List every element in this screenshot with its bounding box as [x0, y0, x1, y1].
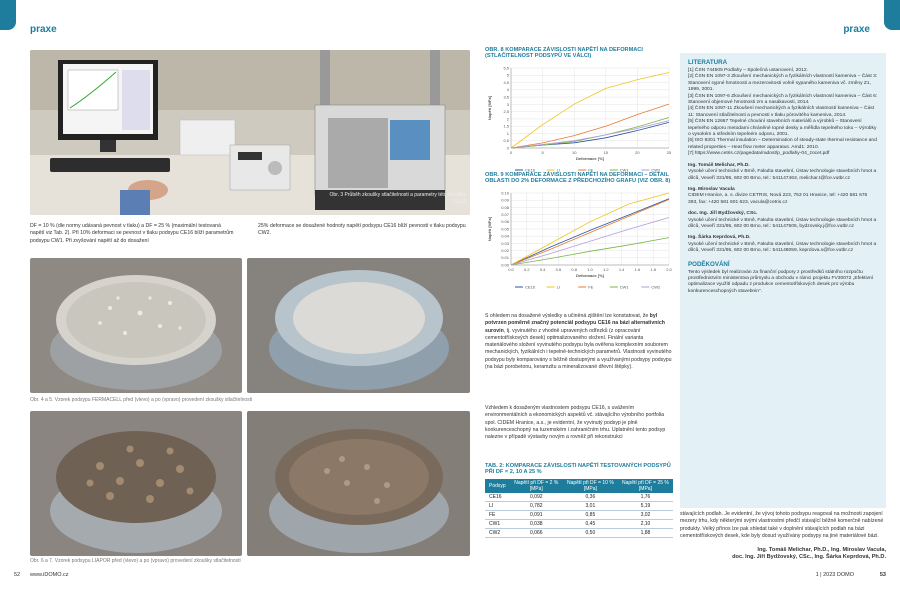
table-header: Napětí při DF = 2 % [MPa]	[510, 479, 563, 493]
comparison-table	[485, 479, 673, 538]
page-corner-tab-right	[884, 0, 900, 30]
reference-item: [5] ČSN EN 12667 Tepelné chování stavebních materiálů a výrobků – Stanovení tepelného odporu metodami chráněné topné desky a měřidla tepelného toku – Výrobky o vysokém a středním tepelném odporu, 2001.	[688, 119, 877, 138]
x-tick-label: 2.0	[666, 266, 672, 272]
table-cell: FE	[489, 511, 496, 518]
author-block	[688, 163, 878, 182]
chart-9	[485, 172, 675, 300]
legend-label: LI	[556, 284, 560, 290]
y-tick-label: 0.01	[501, 255, 509, 261]
table-cell: 0,038	[530, 520, 543, 527]
table-cell: 0,50	[585, 529, 596, 536]
section-label-left: praxe	[30, 24, 57, 35]
y-tick-label: 0.06	[501, 219, 509, 225]
author-name: Ing. Tomáš Melichar, Ph.D.	[688, 162, 750, 168]
author-name: Ing. Miroslav Vacula	[688, 186, 735, 192]
chart-8	[485, 47, 675, 183]
y-tick-label: 0.08	[501, 204, 509, 210]
y-tick-label: 4,5	[503, 79, 509, 85]
x-tick-label: 20	[635, 149, 640, 155]
reference-item: [3] ČSN EN 1097-6 Zkoušení mechanických a fyzikálních vlastností kameniva – Část 6: Stanovení objemové hmotnosti zrn a nasákavosti, 2014.	[688, 93, 878, 106]
chart-8-plot	[485, 60, 675, 178]
left-paragraph-col2: 25% deformace se dosažené hodnoty napětí podsypu CE16 blíží pevnosti v tlaku podsypu CW2.	[258, 223, 466, 237]
x-tick-label: 25	[666, 149, 672, 155]
table-cell: 2,10	[640, 520, 651, 527]
author-block	[688, 235, 878, 254]
table-2-title: TAB. 2: KOMPARACE ZÁVISLOSTI NAPĚTÍ TESTOVANÝCH PODSYPŮ PŘI DF = 2, 10 A 25 %	[485, 463, 671, 476]
x-tick-label: 1.4	[618, 266, 625, 272]
chart-8-title: OBR. 8 KOMPARACE ZÁVISLOSTI NAPĚTÍ NA DEFORMACI (STLAČITELNOST PODSYPŮ VE VÁLCI)	[485, 47, 643, 60]
fermacell-before-photo	[30, 258, 242, 393]
author-block	[688, 211, 878, 230]
body-p1-bold: byl potvrzen poměrně značný potenciál podsypu CE16 na bázi alternativních surovin	[485, 313, 665, 334]
y-tick-label: 0.07	[501, 211, 509, 217]
table-cell: 1,88	[640, 529, 651, 536]
table-cell: 0,091	[530, 511, 543, 518]
y-axis-label: Napětí [MPa]	[487, 216, 492, 241]
left-paragraph-col1: DF = 10 % (dle normy udávaná pevnost v tlaku) a DF = 25 % (maximální testovaná napětí viz Tab. 2). Při 10% deformaci se pevnost v tlaku podsypu CE16 blíží parametrům podsypu CW1. Při zvyšování napětí až do dosažení	[30, 223, 234, 244]
y-tick-label: 1,5	[503, 123, 509, 129]
x-axis-label: Deformace [%]	[575, 155, 605, 161]
reference-item: [4] ČSN EN 1097-11 Zkoušení mechanických a fyzikálních vlastností kameniva – Část 11: Stanovení stlačitelnosti a pevnosti v tlaku pórovitého kameniva, 2014.	[688, 106, 875, 118]
y-tick-label: 0.04	[501, 233, 509, 239]
x-tick-label: 0.8	[571, 266, 577, 272]
issue-footer: 1 | 2023 DOMO	[815, 572, 854, 578]
photos-6-7-caption: Obr. 6 a 7. Vzorek podsypu LIAPOR před (vlevo) a po (vpravo) provedení zkoušky stlačitelnosti	[30, 558, 241, 564]
table-row	[485, 510, 673, 519]
y-tick-label: 0.05	[501, 226, 509, 232]
thanks-title: PODĚKOVÁNÍ	[688, 260, 730, 268]
table-cell: CW2	[489, 529, 501, 536]
signature-line-1: Ing. Tomáš Melichar, Ph.D., Ing. Miroslav Vacula,	[757, 547, 886, 553]
y-tick-label: 4	[506, 87, 509, 93]
fermacell-after-photo	[247, 258, 470, 393]
right-bottom-paragraph: stávajících podlah. Je evidentní, že vývoj tohoto podsypu reagoval na možnosti zapojení mezery trhu, kdy některými svými vlastnostmi předčí stávající běžně komerčně nabízené produkty. Velký přínos lze pak shledat také v doplnění stávajících podlah na bázi cementotřískových desek, kde byly dosud využívány podsypy na jiné materiálové bázi.	[680, 511, 884, 539]
reference-item: [7] https://www.cetris.cz/pagedata/radost/p_podlahy-04_zocet.pdf	[688, 151, 830, 157]
y-tick-label: 5,5	[503, 65, 509, 71]
x-tick-label: 0.2	[524, 266, 530, 272]
legend-label: FE	[588, 167, 594, 173]
author-contact: Vysoké učení technické v Brně, Fakulta stavební, Ústav technologie stavebních hmot a dílců, Veveří 331/95, 602 00 Brno, tel.: 541147505, bydzovsky.j@fce.vutbr.cz	[688, 217, 877, 229]
x-tick-label: 1.8	[650, 266, 656, 272]
table-cell: CE16	[489, 493, 502, 500]
right-body-paragraph-1	[485, 313, 673, 371]
legend-label: CW1	[619, 284, 629, 290]
table-cell: 1,76	[640, 493, 651, 500]
x-tick-label: 1.6	[634, 266, 641, 272]
author-signature	[680, 547, 886, 562]
table-cell: 0,36	[585, 493, 596, 500]
photos-4-5-caption: Obr. 4 a 5. Vzorek podsypu FERMACELL před (vlevo) a po (vpravo) provedení zkoušky stlačitelnosti	[30, 397, 253, 403]
x-tick-label: 1.0	[587, 266, 593, 272]
table-cell: 0,092	[530, 493, 543, 500]
legend-label: CW1	[619, 167, 629, 173]
reference-item: [1] ČSN 744505 Podlahy – Společná ustanovení, 2012.	[688, 68, 808, 73]
y-axis-label: Napětí [MPa]	[487, 95, 492, 120]
body-p1-lead: S ohledem na dosažené výsledky a učiněná zjištění lze konstatovat, že	[485, 313, 650, 319]
author-name: Ing. Šárka Keprdová, Ph.D.	[688, 235, 751, 241]
y-tick-label: 3	[506, 101, 509, 107]
y-tick-label: 0,5	[503, 137, 509, 143]
author-contact: Vysoké učení technické v Brně, Fakulta stavební, Ústav technologie stavebních hmot a dílců, Veveří 331/95, 602 00 Brno, tel.: 541147463, melichar.t@fce.vutbr.cz	[688, 169, 877, 181]
table-row	[485, 519, 673, 528]
signature-line-2: doc. Ing. Jiří Bydžovský, CSc., Ing. Šárka Keprdová, Ph.D.	[732, 554, 886, 561]
liapor-before-photo	[30, 411, 242, 556]
photo-3-caption: Obr. 3 Průběh zkoušky stlačitelnosti a parametry této zkoušky CE16	[329, 192, 466, 205]
references-title: LITERATURA	[688, 59, 728, 66]
x-tick-label: 1.2	[603, 266, 609, 272]
table-row	[485, 493, 673, 502]
y-tick-label: 0.00	[501, 262, 509, 268]
x-axis-label: Deformace [%]	[575, 272, 605, 278]
y-tick-label: 5	[506, 72, 509, 78]
y-tick-label: 0	[506, 145, 509, 151]
y-tick-label: 0.02	[501, 247, 509, 253]
lab-test-photo	[30, 50, 470, 215]
legend-label: CE16	[525, 284, 536, 290]
x-tick-label: 15	[603, 149, 609, 155]
page-number-left: 52	[14, 572, 21, 578]
x-tick-label: 5	[541, 149, 544, 155]
legend-label: LI	[556, 167, 560, 173]
table-2	[485, 463, 673, 538]
thanks-text: Tento výsledek byl realizován za finanční podpory z prostředků státního rozpočtu prostřednictvím ministerstva průmyslu a obchodu v rámci projektu FV30072 „Efektivní optimalizace využití odpadu z produkce cementotřískových desek pro výrobu konkurenceschopných stavebnin“.	[688, 269, 874, 294]
reference-item: [2] ČSN EN 1097-3 Zkoušení mechanických a fyzikálních vlastností kameniva – Část 3: Stanovení sypné hmotnosti a mezerovitosti volně sypaného kameniva vč. změny Z1, 1999, 2001.	[688, 74, 878, 93]
x-tick-label: 10	[571, 149, 577, 155]
references-list	[688, 68, 878, 158]
liapor-after-photo	[247, 411, 470, 556]
y-tick-label: 0.03	[501, 240, 509, 246]
x-tick-label: 0.6	[555, 266, 562, 272]
table-cell: 0,782	[530, 502, 543, 509]
table-cell: 0,066	[530, 529, 543, 536]
legend-label: CE16	[525, 167, 536, 173]
table-row	[485, 501, 673, 510]
table-header: Napětí při DF = 10 % [MPa]	[563, 479, 618, 493]
author-contact: Vysoké učení technické v Brně, Fakulta stavební, Ústav technologie stavebních hmot a dílců, Veveří 331/95, 602 00 Brno, tel.: 541148059, keprdova.s@fce.vutbr.cz	[688, 241, 877, 254]
website-footer[interactable]: www.iDOMO.cz	[30, 572, 69, 578]
series-line-cw1	[511, 117, 669, 148]
table-cell: 0,85	[585, 511, 596, 518]
table-cell: 5,19	[640, 502, 651, 509]
y-tick-label: 0.10	[501, 190, 509, 196]
table-cell: LI	[489, 502, 494, 509]
reference-item: [6] ISO 8301 Thermal insulation – Determination of steady-state thermal resistance and related properties – Heat flow meter apparatus. Amd1: 2010.	[688, 138, 877, 150]
table-row	[485, 528, 673, 537]
right-body-paragraph-2: Vzhledem k dosaženým vlastnostem podsypu CE16, s uvážením environmentálních a ekonomických aspektů vč. stávajícího výrobního portfolia spol. CIDEM Hranice, a.s., je evidentní, že vyvinutý podsyp je plně konkurenceschopný na tuzemském i zahraničním trhu. Uplatnění tento podsyp nalezne v případě výstavby novým a rovněž při rekonstrukci	[485, 405, 666, 441]
body-p1-rest: , tj. vyvinutého z vhodně upravených odřezků (z opracování cementotřískových desek) optimalizovaného složení. Finální varianta materiálového složení vyvinutého podsypu byla ověřena komplexním souborem mechanických, fyzikálních i tepelně-technických parametrů. Vlastnosti vyvinutého podsypu byly komparovány s běžně dostupnými a využívanými podsypy podsypu (na bázi porobetonu, keramzitu a mineralizované dřevní štěpky).	[485, 327, 672, 371]
y-tick-label: 1	[506, 130, 509, 136]
x-tick-label: 0.0	[508, 266, 514, 272]
table-cell: 3,01	[585, 502, 596, 509]
legend-label: CW2	[651, 167, 661, 173]
y-tick-label: 3,5	[503, 94, 509, 100]
page-corner-tab-left	[0, 0, 16, 30]
table-cell: 3,02	[640, 511, 651, 518]
table-cell: CW1	[489, 520, 501, 527]
series-line-li	[511, 72, 669, 148]
page-number-right: 53	[879, 572, 886, 578]
table-header: Podsyp	[485, 479, 510, 493]
chart-9-plot	[485, 185, 675, 295]
author-name: doc. Ing. Jiří Bydžovský, CSc.	[688, 211, 758, 217]
y-tick-label: 0.09	[501, 197, 509, 203]
y-tick-label: 2,5	[503, 108, 509, 114]
section-label-right: praxe	[843, 24, 870, 35]
x-tick-label: 0.4	[539, 266, 546, 272]
x-tick-label: 0	[509, 149, 513, 155]
legend-label: FE	[588, 284, 594, 290]
sidebar-box	[680, 53, 886, 508]
author-block	[688, 187, 878, 206]
table-cell: 0,45	[585, 520, 596, 527]
author-contact: CIDEM Hranice, a. s. divize CETRIS, Nová 223, 753 01 Hranice, tel: +420 581 676 393, fax: +420 581 601 623, vacula@cetris.cz	[688, 193, 868, 205]
table-header: Napětí při DF = 25 % [MPa]	[618, 479, 673, 493]
legend-label: CW2	[651, 284, 661, 290]
authors-list	[688, 163, 878, 255]
chart-9-title: OBR. 9 KOMPARACE ZÁVISLOSTI NAPĚTÍ NA DEFORMACI – DETAIL OBLASTI DO 2% DEFORMACE Z PŘEDCHOZÍHO GRAFU (VIZ OBR. 8)	[485, 172, 671, 185]
y-tick-label: 2	[506, 116, 509, 122]
